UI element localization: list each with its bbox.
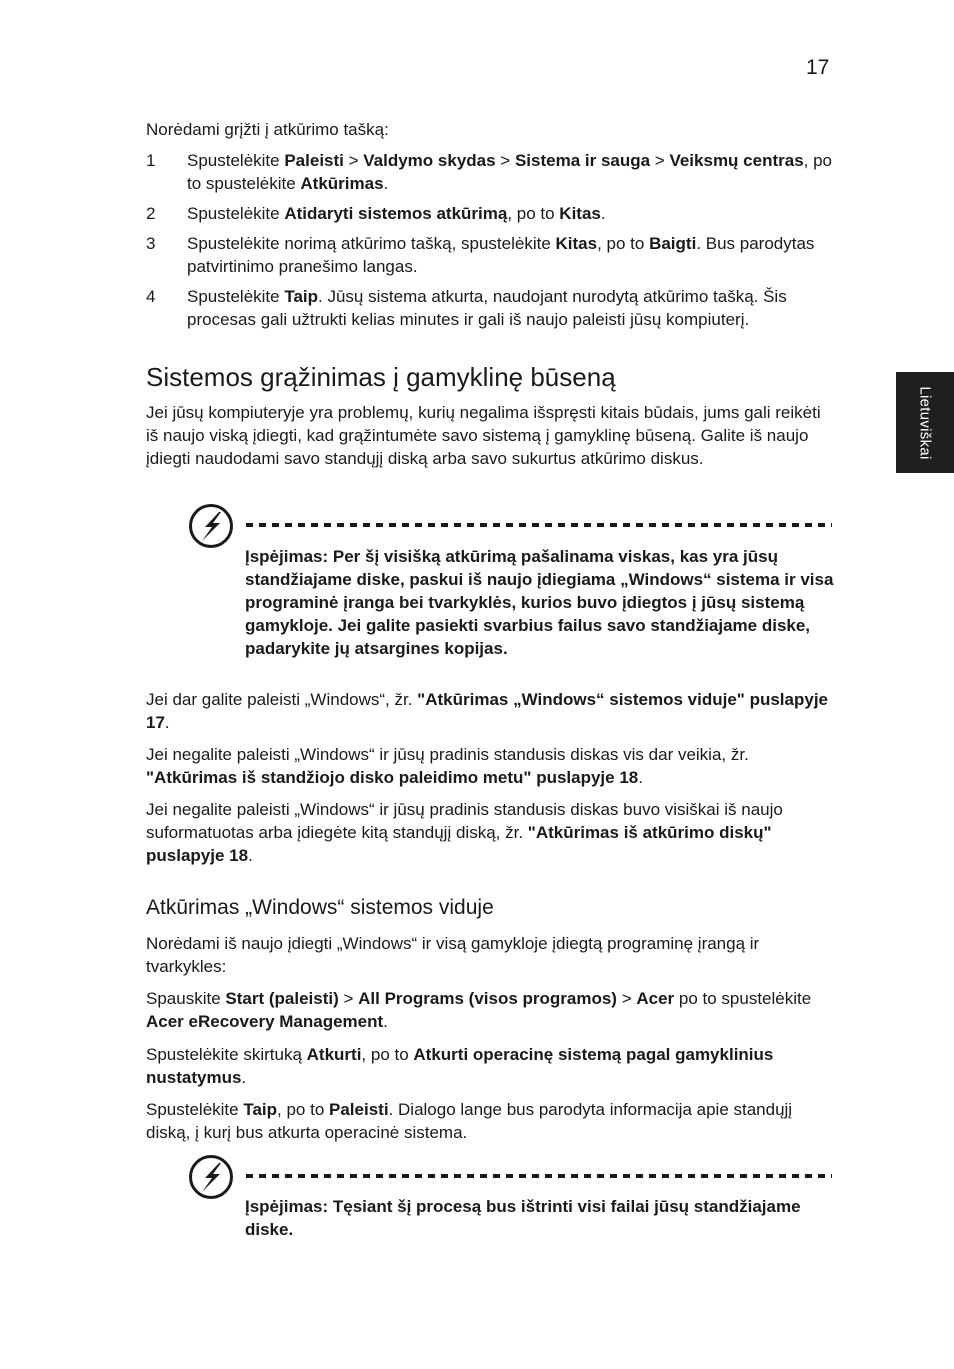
page-number: 17 [806,56,830,79]
step-text [187,285,836,331]
text: Spustelėkite [187,151,285,170]
text: , po to [597,234,650,253]
section-intro: Jei jūsų kompiuteryje yra problemų, kurių negalima išspręsti kitais būdais, jums gali reikėti iš naujo viską įdiegti, kad grąžintumėte savo sistemą į gamyklinę būseną. Galite iš naujo įdiegti naudodami savo standųjį diską arba savo sukurtus atkūrimo diskus. [146,403,821,468]
text: Spauskite [146,989,226,1008]
text: > [650,151,670,170]
language-tab-label: Lietuviškai [916,385,934,460]
subsection-step-tab [146,1043,836,1089]
warning-divider [246,523,832,527]
paragraph-disk-formatted [146,798,836,867]
text: , po to spustelėkite [187,151,833,193]
warning-bolt-icon [188,503,234,549]
text: Spustelėkite skirtuką [146,1045,307,1064]
step-text [187,149,836,195]
bold-text: Acer [636,989,675,1008]
bold-text: Veiksmų centras [669,151,804,170]
step-number: 1 [146,151,156,170]
paragraph-windows-running [146,688,836,734]
text: > [343,151,364,170]
warning-message: Įspėjimas: Tęsiant šį procesą bus ištrinti visi failai jūsų standžiajame diske. [245,1197,801,1239]
text: . [248,846,253,865]
text: Spustelėkite [187,204,285,223]
bold-text: Start (paleisti) [225,989,339,1008]
text: . [164,713,170,732]
text: . [383,1012,388,1031]
text: Norėdami iš naujo įdiegti „Windows“ ir visą gamykloje įdiegtą programinę įrangą ir tvarkykles: [146,934,760,976]
text: Jei dar galite paleisti „Windows“, žr. [146,690,418,709]
bold-text: Paleisti [329,1100,389,1119]
bold-text: Acer eRecovery Management [146,1012,384,1031]
warning-divider [246,1174,832,1178]
bold-text: Kitas [559,204,601,223]
text: , po to [507,204,560,223]
text: > [338,989,359,1008]
step-number: 2 [146,204,156,223]
step-number: 3 [146,234,156,253]
bold-text: Atkūrimas [300,174,384,193]
text: . Jūsų sistema atkurta, naudojant nurodytą atkūrimo tašką. Šis procesas gali užtrukti kelias minutes ir gali iš naujo paleisti jūsų kompiuterį. [187,287,787,329]
bold-text: Atkurti [306,1045,362,1064]
text: . [241,1068,247,1087]
step-text [187,202,836,225]
bold-text: Atidaryti sistemos atkūrimą [284,204,508,223]
text: , po to [361,1045,414,1064]
subsection-step-confirm [146,1098,836,1144]
bold-text: All Programs (visos programos) [358,989,617,1008]
bold-text: Taip [284,287,319,306]
bold-text: Kitas [555,234,598,253]
step-number: 4 [146,287,156,306]
bold-text: Baigti [649,234,697,253]
text: . Dialogo lange bus parodyta informacija apie standųjį diską, į kurį bus atkurta operacinė sistema. [146,1100,793,1142]
text: . [383,174,389,193]
paragraph-disk-working [146,743,836,789]
text: Spustelėkite [146,1100,244,1119]
bold-text: "Atkūrimas „Windows“ sistemos viduje" puslapyje 17 [146,690,829,732]
text: Jei negalite paleisti „Windows“ ir jūsų pradinis standusis diskas buvo visiškai iš naujo suformatuotas arba įdiegėte kitą standųjį diską, žr. [146,800,783,842]
text: > [495,151,515,170]
text: . [638,768,643,787]
bold-text: "Atkūrimas iš standžiojo disko paleidimo metu" puslapyje 18 [146,768,639,787]
section-title: Sistemos grąžinimas į gamyklinę būseną [146,362,616,392]
text: Spustelėkite [187,287,285,306]
text: po to spustelėkite [674,989,812,1008]
text: Jei negalite paleisti „Windows“ ir jūsų pradinis standusis diskas vis dar veikia, žr. [146,745,749,764]
bold-text: Atkurti operacinę sistemą pagal gamyklinius nustatymus [146,1045,774,1087]
step-text [187,232,836,278]
warning-bolt-icon [188,1154,234,1200]
text: > [616,989,637,1008]
bold-text: "Atkūrimas iš atkūrimo diskų" puslapyje 18 [146,823,772,865]
bold-text: Paleisti [284,151,344,170]
bold-text: Valdymo skydas [363,151,496,170]
subsection-title: Atkūrimas „Windows“ sistemos viduje [146,896,494,919]
bold-text: Sistema ir sauga [514,151,651,170]
subsection-step-start [146,987,836,1033]
text: , po to [277,1100,330,1119]
warning-message: Įspėjimas: Per šį visišką atkūrimą pašalinama viskas, kas yra jūsų standžiajame diske, paskui iš naujo įdiegiama „Windows“ sistema ir visa programinė įranga bei tvarkyklės, kurios buvo įdiegtos į jūsų sistemą gamykloje. Jei galite pasiekti svarbius failus savo standžiajame diske, padarykite jų atsargines kopijas. [245,547,834,658]
subsection-intro [146,932,836,978]
text: . [600,204,606,223]
text: . Bus parodytas patvirtinimo pranešimo langas. [187,234,815,276]
language-tab [896,372,954,473]
text: Spustelėkite norimą atkūrimo tašką, spustelėkite [187,234,556,253]
bold-text: Taip [243,1100,278,1119]
restore-intro: Norėdami grįžti į atkūrimo tašką: [146,120,389,139]
